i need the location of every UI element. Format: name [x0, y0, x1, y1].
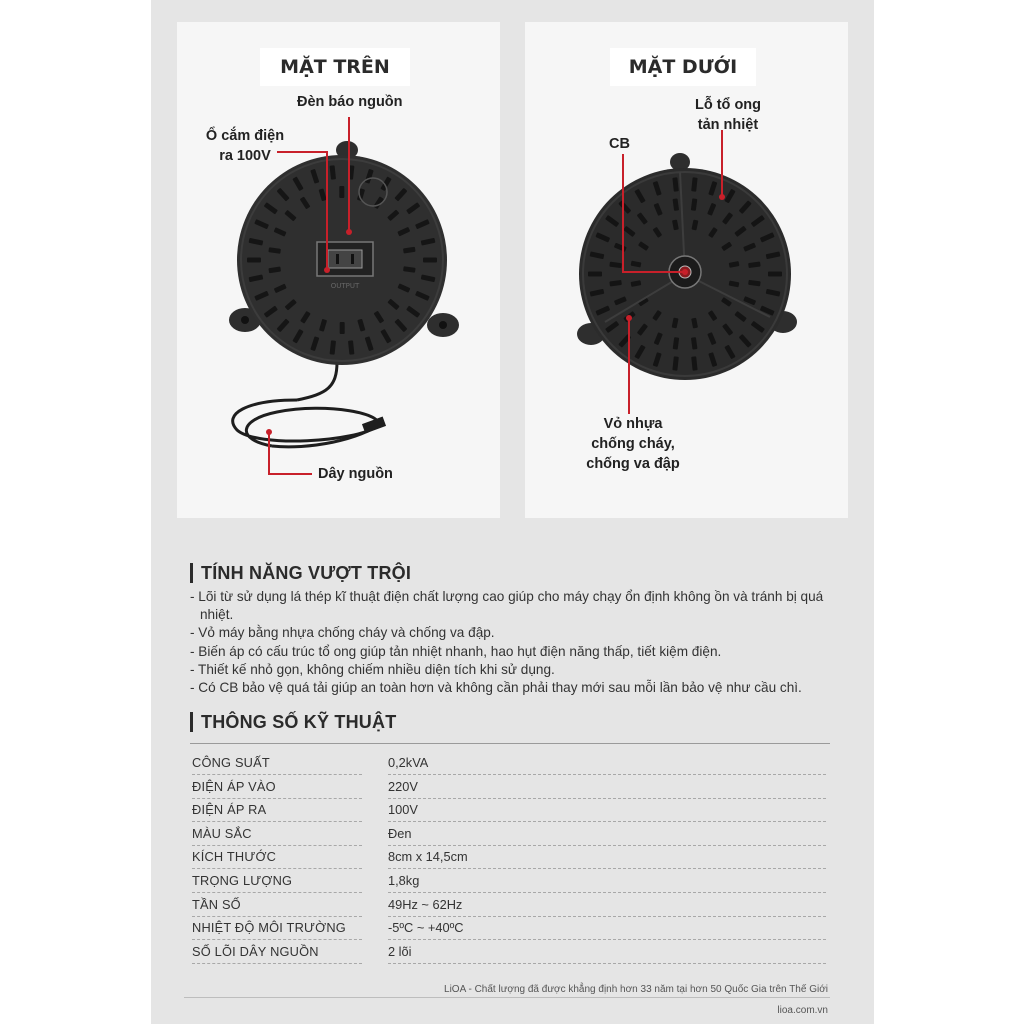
output-socket-label: [195, 126, 295, 166]
vent-slot: [768, 272, 782, 277]
features-heading: TÍNH NĂNG VƯỢT TRỘI: [190, 563, 411, 583]
shell-label-line3: chống va đập: [586, 456, 680, 472]
specs-divider: [190, 743, 830, 744]
power-cord-label: Dây nguồn: [318, 466, 393, 482]
specs-table: [190, 751, 830, 963]
footer-divider: [184, 997, 830, 998]
spec-label: ĐIỆN ÁP VÀO: [192, 779, 362, 799]
feature-item: - Lõi từ sử dụng lá thép kĩ thuật điện chất lượng cao giúp cho máy chạy ổn định không ồn và tránh bị quá nhiệt.: [190, 589, 824, 623]
output-label-mark: OUTPUT: [330, 282, 360, 290]
vents-label: [683, 95, 773, 135]
features-list: [190, 588, 840, 697]
vents-label-line1: Lỗ tổ ong: [694, 97, 762, 113]
feature-item: - Biến áp có cấu trúc tổ ong giúp tản nhiệt nhanh, hao hụt điện năng thấp, tiết kiệm điện.: [190, 643, 722, 659]
spec-label: KÍCH THƯỚC: [192, 849, 362, 869]
cb-label: CB: [609, 136, 630, 152]
vent-slot: [247, 258, 261, 263]
spec-label: TRỌNG LƯỢNG: [192, 873, 362, 893]
spec-row: [190, 822, 830, 846]
spec-label: MÀU SẮC: [192, 826, 362, 846]
spec-value: 2 lõi: [388, 944, 826, 964]
specs-heading: THÔNG SỐ KỸ THUẬT: [190, 712, 396, 732]
spec-value: 1,8kg: [388, 873, 826, 893]
spec-value: 8cm x 14,5cm: [388, 849, 826, 869]
spec-value: Đen: [388, 826, 826, 846]
output-socket-label-line2: ra 100V: [219, 148, 271, 164]
shell-label: [573, 414, 693, 474]
feature-item: - Vỏ máy bằng nhựa chống cháy và chống va đập.: [190, 625, 495, 641]
vents-label-line2: tản nhiệt: [697, 117, 759, 133]
spec-label: ĐIỆN ÁP RA: [192, 802, 362, 822]
power-cord-illustration: [233, 362, 386, 447]
spec-value: 100V: [388, 802, 826, 822]
top-view-panel: [177, 22, 500, 518]
top-view-title: MẶT TRÊN: [260, 48, 410, 86]
feature-item: - Có CB bảo vệ quá tải giúp an toàn hơn và không cần phải thay mới sau mỗi lần bảo vệ như cầu chì.: [190, 680, 802, 696]
spec-value: -5ºC ~ +40ºC: [388, 920, 826, 940]
spec-value: 49Hz ~ 62Hz: [388, 897, 826, 917]
footer-website: lioa.com.vn: [777, 1005, 828, 1016]
spec-label: NHIỆT ĐỘ MÔI TRƯỜNG: [192, 920, 362, 940]
spec-row: [190, 893, 830, 917]
vent-slot: [588, 272, 602, 277]
spec-row: [190, 845, 830, 869]
spec-label: SỐ LÕI DÂY NGUỒN: [192, 944, 362, 964]
bottom-view-panel: [525, 22, 848, 518]
vent-slot: [339, 186, 344, 198]
spec-row: [190, 775, 830, 799]
footer-tagline: LiOA - Chất lượng đã được khẳng định hơn 33 năm tại hơn 50 Quốc Gia trên Thế Giới: [444, 984, 828, 995]
output-socket-label-line1: Ổ cắm điện: [205, 128, 285, 144]
power-light-label: Đèn báo nguồn: [297, 94, 403, 110]
spec-row: [190, 940, 830, 964]
spec-value: 0,2kVA: [388, 755, 826, 775]
bottom-view-title: MẶT DƯỚI: [610, 48, 756, 86]
feature-item: - Thiết kế nhỏ gọn, không chiếm nhiều diện tích khi sử dụng.: [190, 661, 555, 677]
shell-label-line1: Vỏ nhựa: [603, 416, 663, 432]
shell-label-line2: chống cháy,: [591, 436, 675, 452]
spec-value: 220V: [388, 779, 826, 799]
spec-row: [190, 916, 830, 940]
vent-slot: [340, 322, 345, 334]
spec-row: [190, 869, 830, 893]
spec-label: CÔNG SUẤT: [192, 755, 362, 775]
spec-label: TẦN SỐ: [192, 897, 362, 917]
spec-row: [190, 798, 830, 822]
spec-row: [190, 751, 830, 775]
vent-slot: [423, 258, 437, 263]
